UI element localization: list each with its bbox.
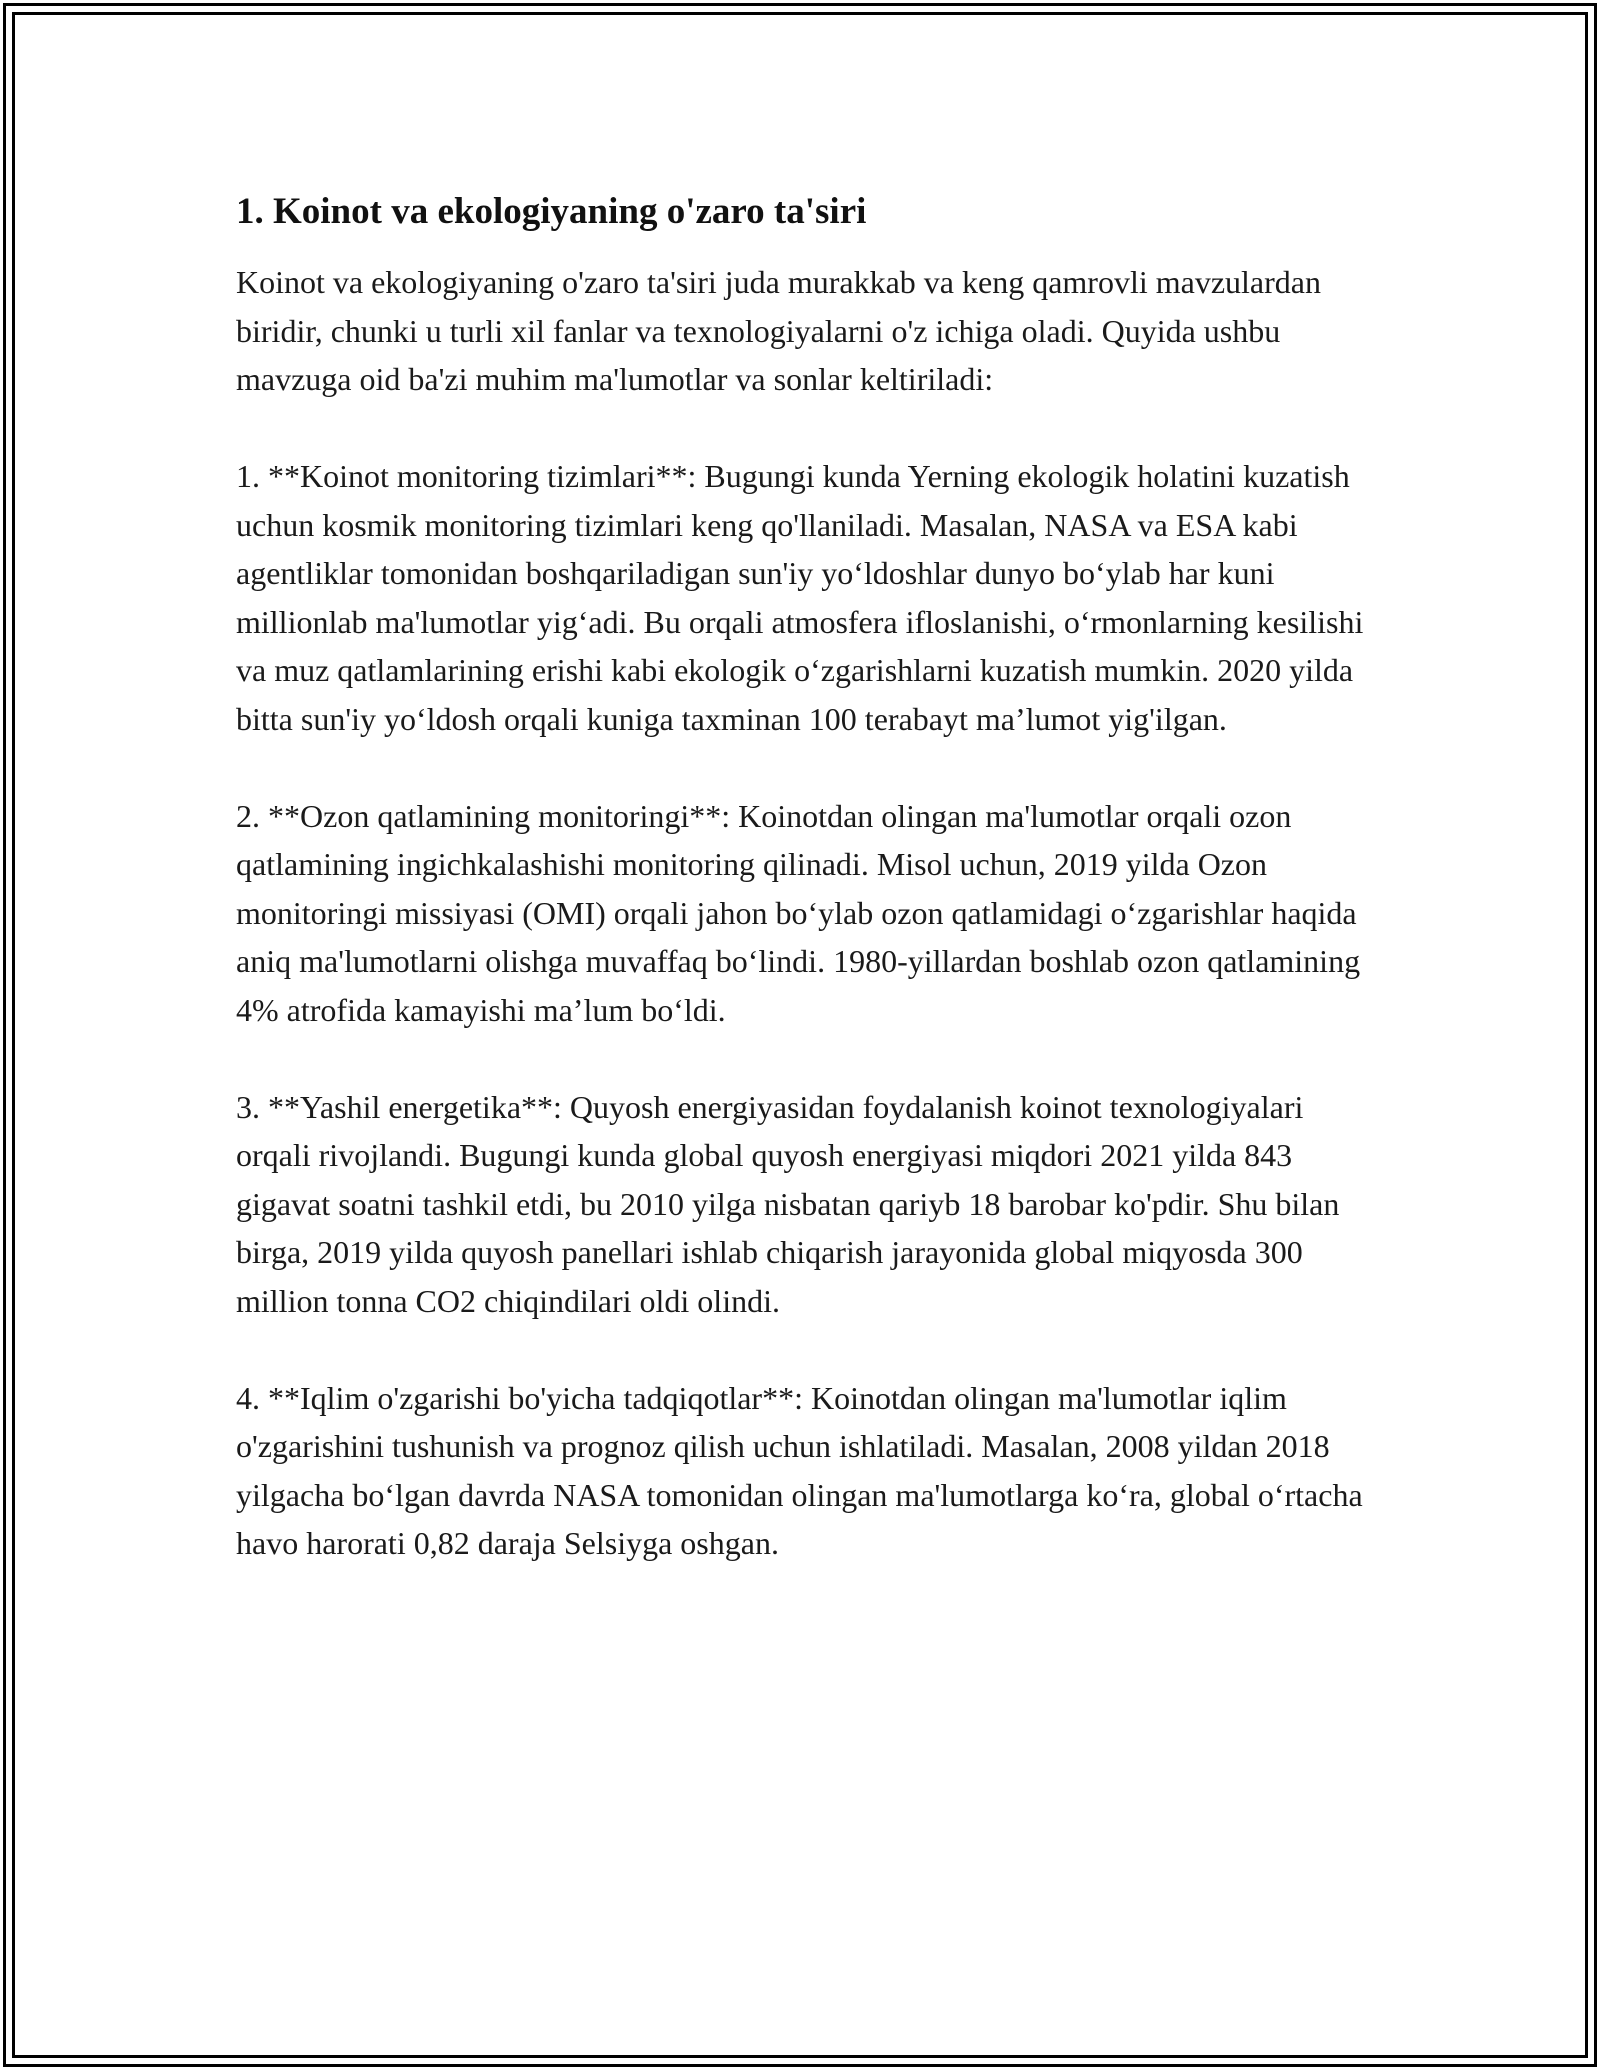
paragraph-green-energy: 3. **Yashil energetika**: Quyosh energiyasidan foydalanish koinot texnologiyalari orqali rivojlandi. Bugungi kunda global quyosh energiyasi miqdori 2021 yilda 843 gigavat soatni tashkil etdi, bu 2010 yilga nisbatan qariyb 18 barobar ko'pdir. Shu bilan birga, 2019 yilda quyosh panellari ishlab chiqarish jarayonida global miqyosda 300 million tonna CO2 chiqindilari oldi olindi. (236, 1088, 1340, 1319)
intro-paragraph: Koinot va ekologiyaning o'zaro ta'siri juda murakkab va keng qamrovli mavzulardan biridir, chunki u turli xil fanlar va texnologiyalarni o'z ichiga oladi. Quyida ushbu mavzuga oid ba'zi muhim ma'lumotlar va sonlar keltiriladi: (236, 264, 1321, 397)
document-body (236, 186, 1386, 1568)
paragraph-climate-research: 4. **Iqlim o'zgarishi bo'yicha tadqiqotlar**: Koinotdan olingan ma'lumotlar iqlim o'zgarishini tushunish va prognoz qilish uchun ishlatiladi. Masalan, 2008 yildan 2018 yilgacha bo‘lgan davrda NASA tomonidan olingan ma'lumotlarga ko‘ra, global o‘rtacha havo harorati 0,82 daraja Selsiyga oshgan. (236, 1379, 1363, 1561)
paragraph-space-monitoring: 1. **Koinot monitoring tizimlari**: Bugungi kunda Yerning ekologik holatini kuzatish uchun kosmik monitoring tizimlari keng qo'llaniladi. Masalan, NASA va ESA kabi agentliklar tomonidan boshqariladigan sun'iy yo‘ldoshlar dunyo bo‘ylab har kuni millionlab ma'lumotlar yig‘adi. Bu orqali atmosfera ifloslanishi, o‘rmonlarning kesilishi va muz qatlamlarining erishi kabi ekologik o‘zgarishlarni kuzatish mumkin. 2020 yilda bitta sun'iy yo‘ldosh orqali kuniga taxminan 100 terabayt ma’lumot yig'ilgan. (236, 458, 1364, 737)
paragraph-ozone-monitoring: 2. **Ozon qatlamining monitoringi**: Koinotdan olingan ma'lumotlar orqali ozon qatlamining ingichkalashishi monitoring qilinadi. Misol uchun, 2019 yilda Ozon monitoringi missiyasi (OMI) orqali jahon bo‘ylab ozon qatlamidagi o‘zgarishlar haqida aniq ma'lumotlarni olishga muvaffaq bo‘lindi. 1980-yillardan boshlab ozon qatlamining 4% atrofida kamayishi ma’lum bo‘ldi. (236, 797, 1361, 1028)
document-title: 1. Koinot va ekologiyaning o'zaro ta'siri (236, 191, 867, 232)
